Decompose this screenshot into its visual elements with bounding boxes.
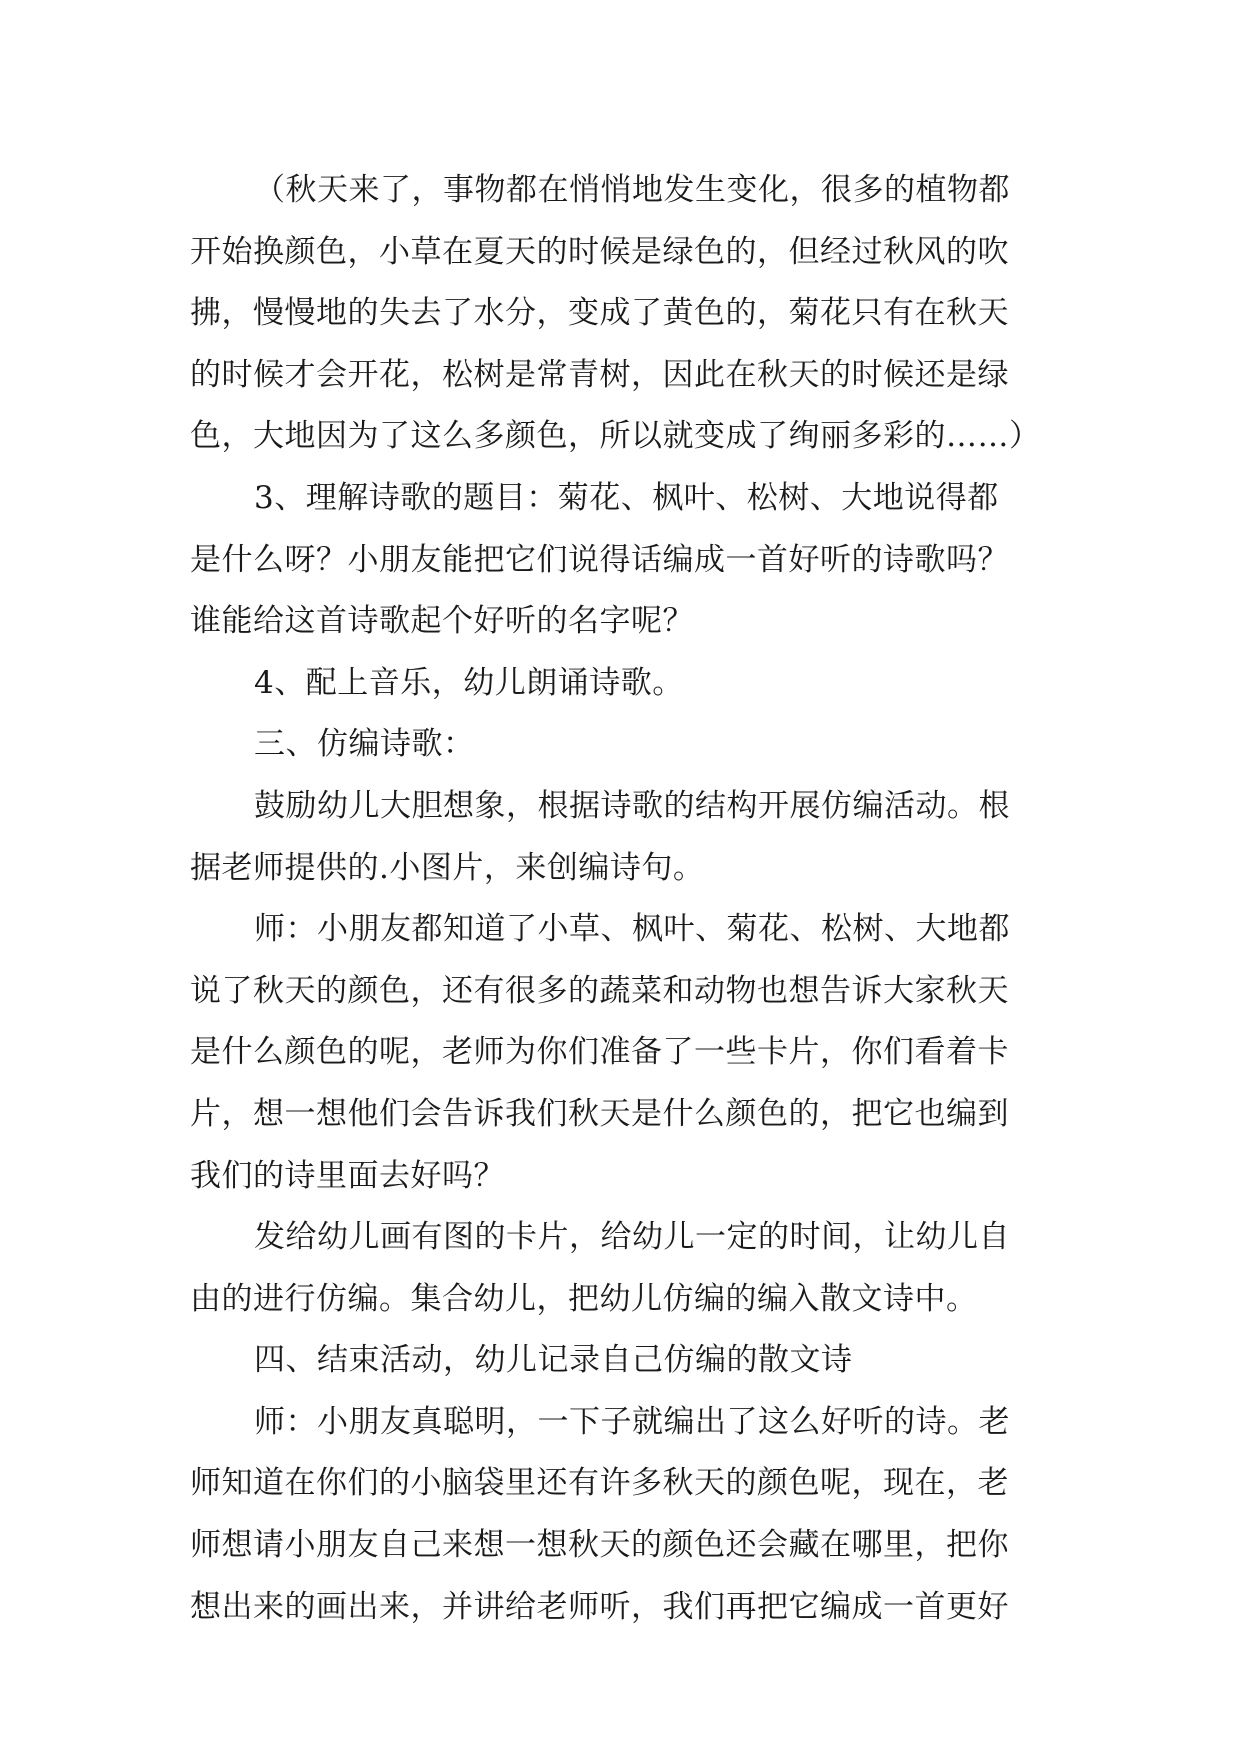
text-line: 师：小朋友都知道了小草、枫叶、菊花、松树、大地都: [254, 911, 1010, 948]
text-line: 是什么颜色的呢，老师为你们准备了一些卡片，你们看着卡: [190, 1034, 1009, 1071]
text-line: 我们的诗里面去好吗？: [190, 1157, 505, 1194]
text-line: （秋天来了，事物都在悄悄地发生变化，很多的植物都: [254, 172, 1010, 208]
text-line: 师想请小朋友自己来想一想秋天的颜色还会藏在哪里，把你: [190, 1527, 1009, 1564]
text-line: 鼓励幼儿大胆想象，根据诗歌的结构开展仿编活动。根: [254, 787, 1010, 824]
text-line: 四、结束活动，幼儿记录自己仿编的散文诗: [254, 1342, 853, 1379]
text-line: 三、仿编诗歌：: [254, 726, 475, 763]
text-line: 是什么呀？小朋友能把它们说得话编成一首好听的诗歌吗？: [190, 541, 1009, 578]
text-line: 发给幼儿画有图的卡片，给幼儿一定的时间，让幼儿自: [254, 1219, 1010, 1256]
text-line: 4、配上音乐，幼儿朗诵诗歌。: [254, 664, 684, 701]
text-line: 谁能给这首诗歌起个好听的名字呢？: [190, 603, 694, 640]
text-line: 说了秋天的颜色，还有很多的蔬菜和动物也想告诉大家秋天: [190, 972, 1009, 1009]
text-line: 色，大地因为了这么多颜色，所以就变成了绚丽多彩的……）: [190, 418, 1041, 455]
text-line: 3、理解诗歌的题目：菊花、枫叶、松树、大地说得都: [254, 479, 999, 516]
text-line: 师：小朋友真聪明，一下子就编出了这么好听的诗。老: [254, 1403, 1010, 1440]
document-body: [190, 160, 1050, 1638]
text-line: 的时候才会开花，松树是常青树，因此在秋天的时候还是绿: [190, 356, 1009, 393]
text-line: 拂，慢慢地的失去了水分，变成了黄色的，菊花只有在秋天: [190, 295, 1009, 332]
text-line: 由的进行仿编。集合幼儿，把幼儿仿编的编入散文诗中。: [190, 1280, 978, 1317]
text-line: 师知道在你们的小脑袋里还有许多秋天的颜色呢，现在，老: [190, 1465, 1009, 1502]
text-line: 开始换颜色，小草在夏天的时候是绿色的，但经过秋风的吹: [190, 233, 1009, 270]
text-line: 据老师提供的.小图片，来创编诗句。: [190, 849, 705, 886]
text-line: 片，想一想他们会告诉我们秋天是什么颜色的，把它也编到: [190, 1095, 1009, 1132]
text-line: 想出来的画出来，并讲给老师听，我们再把它编成一首更好: [190, 1588, 1009, 1625]
